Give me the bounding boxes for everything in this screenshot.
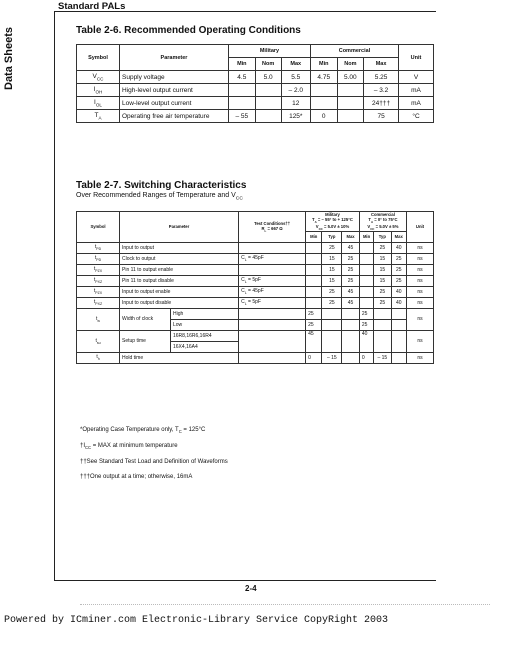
running-header: Standard PALs xyxy=(58,1,126,12)
value-cell: 24††† xyxy=(364,97,399,110)
condition-cell: $C_L = 5pF$ xyxy=(239,297,306,308)
unit-cell: ns xyxy=(407,275,434,286)
table-row xyxy=(77,253,434,264)
parameter-cell: Clock to output xyxy=(120,253,239,264)
value-cell: 25 xyxy=(391,253,407,264)
unit-cell: mA xyxy=(399,84,434,97)
unit-cell: ns xyxy=(407,330,434,352)
value-cell: 45 xyxy=(306,330,322,352)
value-cell: 15 xyxy=(322,264,342,275)
note-2: $\dagger I_{CC}$ = MAX at minimum temperature xyxy=(80,443,178,451)
table-row xyxy=(77,242,434,253)
table-row xyxy=(77,286,434,297)
value-cell xyxy=(229,97,256,110)
table-notes xyxy=(80,423,228,485)
value-cell xyxy=(310,97,337,110)
symbol-cell: $V_{CC}$ xyxy=(77,71,120,84)
col-min: Min xyxy=(306,231,322,242)
parameter-cell: Supply voltage xyxy=(120,71,229,84)
col-min: Min xyxy=(310,58,337,71)
value-cell xyxy=(359,275,373,286)
sub-parameter-cell: High xyxy=(171,308,239,319)
value-cell xyxy=(359,297,373,308)
value-cell: 15 xyxy=(322,275,342,286)
col-military: Military $T_A$ = – 55° to + 125°C $V_{CC} = 5.0V \pm 10\%$ xyxy=(306,212,360,232)
value-cell xyxy=(306,275,322,286)
value-cell xyxy=(229,84,256,97)
note-1: *Operating Case Temperature only, $T_C = 125^\circ C$ xyxy=(80,427,206,435)
value-cell: 15 xyxy=(374,275,391,286)
value-cell xyxy=(306,242,322,253)
col-min: Min xyxy=(359,231,373,242)
unit-cell: ns xyxy=(407,264,434,275)
col-parameter: Parameter xyxy=(120,45,229,71)
divider xyxy=(80,604,490,605)
col-min: Min xyxy=(229,58,256,71)
unit-cell: °C xyxy=(399,110,434,123)
table2-title: Table 2-7. Switching Characteristics xyxy=(76,180,247,191)
parameter-cell: Setup time xyxy=(120,330,171,352)
unit-cell: ns xyxy=(407,242,434,253)
condition-cell: $C_L = 45pF$ xyxy=(239,286,306,297)
col-max: Max xyxy=(391,231,407,242)
value-cell: 0 xyxy=(310,110,337,123)
value-cell: 25 xyxy=(374,242,391,253)
col-military: Military xyxy=(229,45,311,58)
symbol-cell: $t_w$ xyxy=(77,308,120,330)
value-cell: 45 xyxy=(342,242,360,253)
symbol-cell: $t_{PXZ}$ xyxy=(77,275,120,286)
table-row xyxy=(77,71,434,84)
col-nom: Nom xyxy=(255,58,281,71)
switching-characteristics-table xyxy=(76,211,434,364)
value-cell xyxy=(306,297,322,308)
col-commercial: Commercial xyxy=(310,45,398,58)
symbol-cell: $t_{PXZ}$ xyxy=(77,297,120,308)
symbol-cell: $t_{su}$ xyxy=(77,330,120,352)
parameter-cell: Low-level output current xyxy=(120,97,229,110)
table-row xyxy=(77,275,434,286)
value-cell xyxy=(306,264,322,275)
parameter-cell: Input to output disable xyxy=(120,297,239,308)
value-cell: 40 xyxy=(391,286,407,297)
col-typ: Typ xyxy=(322,231,342,242)
value-cell xyxy=(337,110,364,123)
value-cell: 40 xyxy=(391,297,407,308)
value-cell: 25 xyxy=(322,286,342,297)
table-row xyxy=(77,97,434,110)
value-cell: 4.5 xyxy=(229,71,256,84)
value-cell: 5.00 xyxy=(337,71,364,84)
value-cell xyxy=(310,84,337,97)
condition-cell: $C_L = 5pF$ xyxy=(239,275,306,286)
value-cell: 25 xyxy=(391,275,407,286)
table-row xyxy=(77,352,434,363)
symbol-cell: $T_A$ xyxy=(77,110,120,123)
symbol-cell: $t_{PZX}$ xyxy=(77,264,120,275)
table-row xyxy=(77,84,434,97)
col-max: Max xyxy=(281,58,310,71)
operating-conditions-table xyxy=(76,44,434,123)
parameter-cell: Width of clock xyxy=(120,308,171,330)
condition-cell: $C_L = 45pF$ xyxy=(239,253,306,264)
condition-cell xyxy=(239,264,306,275)
value-cell xyxy=(337,97,364,110)
value-cell: 40 xyxy=(391,242,407,253)
col-parameter: Parameter xyxy=(120,212,239,243)
symbol-cell: $I_{OH}$ xyxy=(77,84,120,97)
side-tab-label: Data Sheets xyxy=(3,27,15,90)
col-typ: Typ xyxy=(374,231,391,242)
value-cell xyxy=(306,286,322,297)
value-cell: 25 xyxy=(374,297,391,308)
col-test-conditions: Test Conditions†† $R_L = 667$ Ω xyxy=(239,212,306,243)
note-3: ††See Standard Test Load and Definition of Waveforms xyxy=(80,459,228,466)
value-cell: 0 xyxy=(359,352,373,363)
footer-text: Powered by ICminer.com Electronic-Library Service CopyRight 2003 xyxy=(4,615,389,626)
condition-cell xyxy=(239,242,306,253)
symbol-cell: $t_{PD}$ xyxy=(77,253,120,264)
symbol-cell: $I_{OL}$ xyxy=(77,97,120,110)
parameter-cell: Input to output xyxy=(120,242,239,253)
value-cell: 125* xyxy=(281,110,310,123)
page-number: 2-4 xyxy=(245,584,257,593)
value-cell: 45 xyxy=(342,286,360,297)
parameter-cell: Hold time xyxy=(120,352,239,363)
value-cell: – 55 xyxy=(229,110,256,123)
value-cell: 25 xyxy=(359,308,373,319)
unit-cell: ns xyxy=(407,308,434,330)
parameter-cell: Input to output enable xyxy=(120,286,239,297)
col-symbol: Symbol xyxy=(77,45,120,71)
value-cell xyxy=(306,253,322,264)
parameter-cell: Operating free air temperature xyxy=(120,110,229,123)
value-cell xyxy=(255,110,281,123)
value-cell: 25 xyxy=(342,253,360,264)
value-cell: 5.0 xyxy=(255,71,281,84)
value-cell: 25 xyxy=(342,264,360,275)
value-cell: – 2.0 xyxy=(281,84,310,97)
value-cell: 40 xyxy=(359,330,373,352)
col-symbol: Symbol xyxy=(77,212,120,243)
value-cell xyxy=(255,84,281,97)
value-cell xyxy=(359,253,373,264)
parameter-cell: Pin 11 to output enable xyxy=(120,264,239,275)
value-cell xyxy=(359,286,373,297)
value-cell: 75 xyxy=(364,110,399,123)
value-cell: 45 xyxy=(342,297,360,308)
sub-parameter-cell: Low xyxy=(171,319,239,330)
table-row xyxy=(77,297,434,308)
unit-cell: V xyxy=(399,71,434,84)
value-cell: – 15 xyxy=(374,352,391,363)
value-cell xyxy=(255,97,281,110)
symbol-cell: $t_{PD}$ xyxy=(77,242,120,253)
table1-title: Table 2-6. Recommended Operating Conditions xyxy=(76,25,301,36)
value-cell: – 3.2 xyxy=(364,84,399,97)
col-commercial: Commercial $T_A = 0^\circ$ to 75°C $V_{CC} = 5.0V \pm 5\%$ xyxy=(359,212,406,232)
value-cell: – 15 xyxy=(322,352,342,363)
value-cell: 5.5 xyxy=(281,71,310,84)
value-cell: 15 xyxy=(374,253,391,264)
value-cell xyxy=(337,84,364,97)
value-cell: 25 xyxy=(342,275,360,286)
table2-subtitle: Over Recommended Ranges of Temperature and $V_{CC}$ xyxy=(76,192,243,202)
col-nom: Nom xyxy=(337,58,364,71)
value-cell: 0 xyxy=(306,352,322,363)
note-4: †††One output at a time; otherwise, 16mA xyxy=(80,474,193,481)
symbol-cell: $t_{PZX}$ xyxy=(77,286,120,297)
value-cell: 25 xyxy=(391,264,407,275)
value-cell: 25 xyxy=(306,319,322,330)
parameter-cell: Pin 11 to output disable xyxy=(120,275,239,286)
sub-parameter-cell: 16X4,16A4 xyxy=(171,341,239,352)
table-row xyxy=(77,264,434,275)
col-unit: Unit xyxy=(407,212,434,243)
sub-parameter-cell: 16R8,16R6,16R4 xyxy=(171,330,239,341)
table-row xyxy=(77,308,434,319)
parameter-cell: High-level output current xyxy=(120,84,229,97)
unit-cell: ns xyxy=(407,297,434,308)
table-row xyxy=(77,330,434,341)
value-cell xyxy=(359,264,373,275)
unit-cell: ns xyxy=(407,352,434,363)
col-unit: Unit xyxy=(399,45,434,71)
value-cell: 15 xyxy=(374,264,391,275)
value-cell: 4.75 xyxy=(310,71,337,84)
unit-cell: mA xyxy=(399,97,434,110)
value-cell: 25 xyxy=(306,308,322,319)
symbol-cell: $t_h$ xyxy=(77,352,120,363)
value-cell: 25 xyxy=(374,286,391,297)
value-cell: 12 xyxy=(281,97,310,110)
unit-cell: ns xyxy=(407,286,434,297)
value-cell: 25 xyxy=(322,242,342,253)
unit-cell: ns xyxy=(407,253,434,264)
value-cell: 25 xyxy=(322,297,342,308)
table-row xyxy=(77,110,434,123)
value-cell: 15 xyxy=(322,253,342,264)
value-cell xyxy=(359,242,373,253)
value-cell: 5.25 xyxy=(364,71,399,84)
col-max: Max xyxy=(364,58,399,71)
value-cell: 25 xyxy=(359,319,373,330)
col-max: Max xyxy=(342,231,360,242)
